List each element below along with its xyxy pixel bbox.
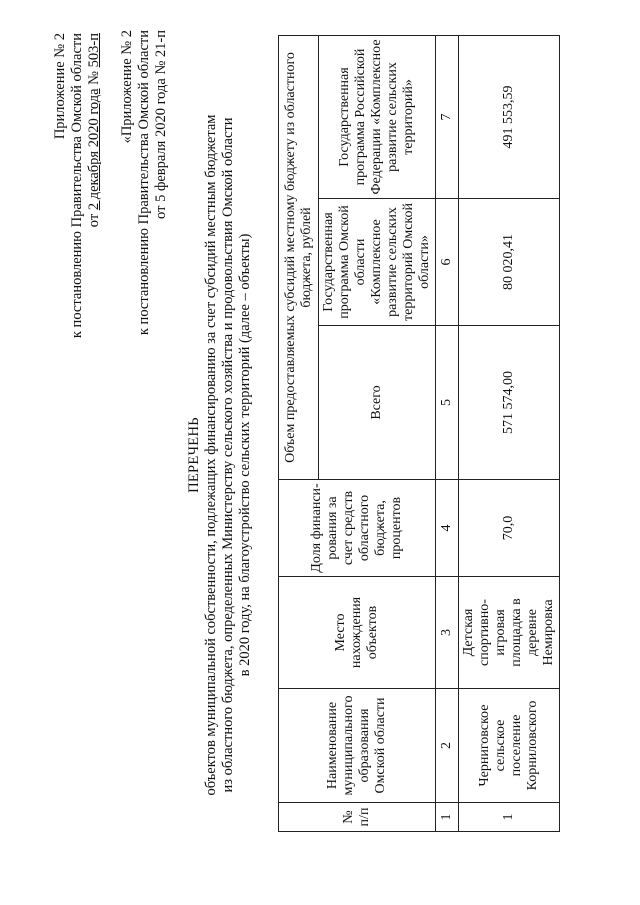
title-line-2: из областного бюджета, определенных Министерству сельского хозяйства и продовольствия Омской области <box>220 117 236 793</box>
row-number: 1 <box>459 803 560 832</box>
table-row <box>459 35 560 831</box>
row-location: Детская спортивно-игровая площадка в деревне Немировка <box>459 577 560 689</box>
title-line-3: в 2020 году, на благоустройство сельских территорий (далее – объекты) <box>237 233 253 677</box>
col-header-number: № п/п <box>279 803 436 832</box>
column-number: 4 <box>436 480 459 577</box>
column-number: 2 <box>436 689 459 803</box>
col-header-regional-program: Государственная программа Омской области «Комплексное развитие сельских территорий Омской области» <box>319 199 436 326</box>
col-header-total: Всего <box>319 326 436 480</box>
column-number: 3 <box>436 577 459 689</box>
column-number-row <box>436 35 459 831</box>
row-total: 571 574,00 <box>459 326 560 480</box>
col-header-municipality: Наименование муниципального образования Омской области <box>279 689 436 803</box>
row-share: 70,0 <box>459 480 560 577</box>
prev-appendix-title: «Приложение № 2 <box>119 30 135 144</box>
appendix-header-previous <box>119 30 170 335</box>
column-number: 6 <box>436 199 459 326</box>
prev-resolution-reference: к постановлению Правительства Омской области <box>136 30 152 336</box>
resolution-number: 503-п <box>86 33 102 68</box>
appendix-title: Приложение № 2 <box>52 33 68 140</box>
document-title <box>186 45 254 865</box>
col-header-share: Доля финанси-рования за счет средств областного бюджета, процентов <box>279 480 436 577</box>
row-municipality: Черниговское сельское поселение Корниловского <box>459 689 560 803</box>
col-header-federal-program: Государственная программа Российской Федерации «Комплексное развитие сельских территорий» <box>319 35 436 198</box>
objects-table <box>278 35 560 832</box>
prev-resolution-date: от 5 февраля 2020 года № 21-п <box>153 30 169 219</box>
resolution-date-line: от 2 декабря 2020 года № 503-п <box>86 33 102 228</box>
appendix-header-current <box>52 33 103 338</box>
row-federal-amount: 491 553,59 <box>459 35 560 198</box>
col-header-location: Место нахождения объектов <box>279 577 436 689</box>
title-line-1: объектов муниципальной собственности, подлежащих финансированию за счет субсидий местным бюджетам <box>203 114 219 796</box>
resolution-date: 2 декабря 2020 года <box>86 88 102 211</box>
resolution-reference: к постановлению Правительства Омской области <box>69 33 85 339</box>
row-regional-amount: 80 020,41 <box>459 199 560 326</box>
title-main: ПЕРЕЧЕНЬ <box>186 417 202 493</box>
column-number: 5 <box>436 326 459 480</box>
column-number: 7 <box>436 35 459 198</box>
column-number: 1 <box>436 803 459 832</box>
col-header-subsidy-group: Объем предоставляемых субсидий местному бюджету из областного бюджета, рублей <box>279 35 319 479</box>
